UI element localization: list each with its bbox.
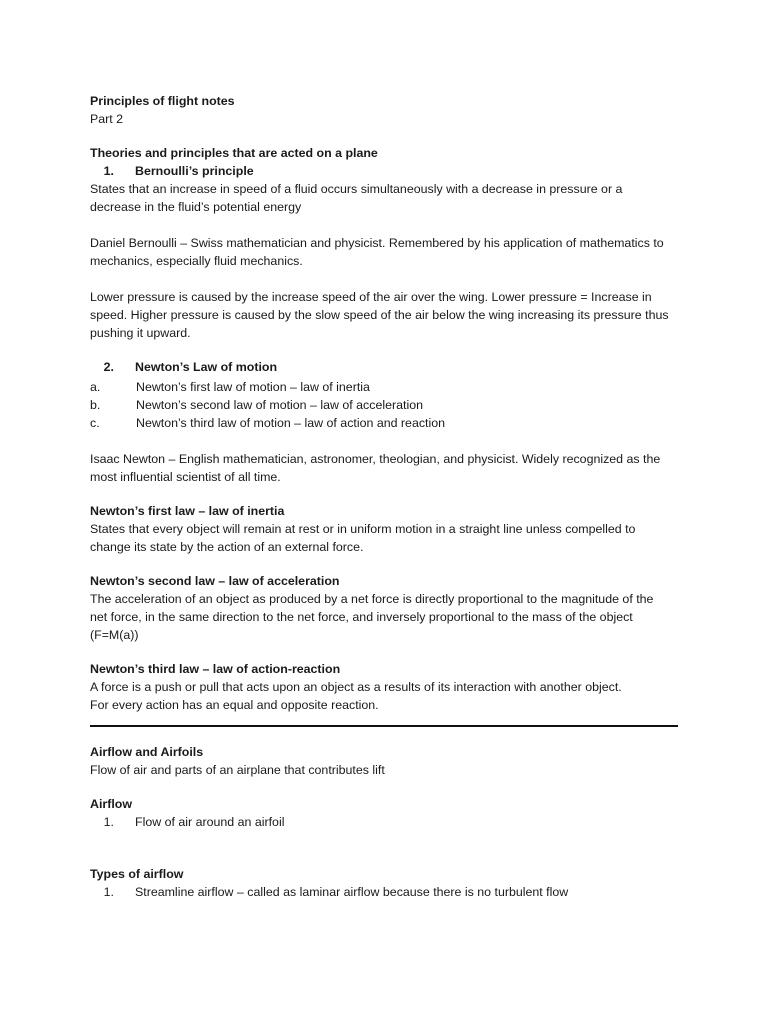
list-text: Flow of air around an airfoil: [135, 815, 285, 829]
paragraph-line: decrease in the fluid’s potential energy: [90, 200, 302, 214]
list-number: 1.: [103, 815, 114, 829]
list-number: 2.: [103, 360, 114, 374]
bernoulli-heading: Bernoulli’s principle: [135, 164, 254, 178]
paragraph-line: pushing it upward.: [90, 326, 191, 340]
newton-list-item: [90, 358, 680, 376]
document-body: [90, 92, 680, 901]
types-of-airflow-heading: Types of airflow: [90, 867, 184, 881]
airflow-list-item: [90, 813, 680, 831]
paragraph-line: A force is a push or pull that acts upon an object as a results of its interaction with another object.: [90, 680, 622, 694]
paragraph-line: For every action has an equal and opposite reaction.: [90, 698, 379, 712]
paragraph-line: speed. Higher pressure is caused by the slow speed of the air below the wing increasing its pressure thus: [90, 308, 669, 322]
list-number: 1.: [103, 885, 114, 899]
list-text: Newton’s third law of motion – law of action and reaction: [136, 416, 446, 430]
horizontal-rule: [90, 725, 678, 727]
paragraph-line: most influential scientist of all time.: [90, 470, 281, 484]
list-text: Newton’s second law of motion – law of acceleration: [136, 398, 423, 412]
paragraph-line: States that every object will remain at rest or in uniform motion in a straight line unless compelled to: [90, 522, 636, 536]
bernoulli-list-item: [90, 162, 680, 180]
first-law-heading: Newton’s first law – law of inertia: [90, 504, 285, 518]
paragraph-line: net force, in the same direction to the net force, and inversely proportional to the mass of the object: [90, 610, 633, 624]
paragraph-line: (F=M(a)): [90, 628, 139, 642]
theories-heading: Theories and principles that are acted on a plane: [90, 146, 378, 160]
paragraph-line: The acceleration of an object as produced by a net force is directly proportional to the magnitude of the: [90, 592, 654, 606]
paragraph-line: Flow of air and parts of an airplane that contributes lift: [90, 763, 385, 777]
list-letter: b.: [90, 398, 101, 412]
newton-law-item: [90, 414, 680, 432]
airflow-airfoils-heading: Airflow and Airfoils: [90, 745, 204, 759]
paragraph-line: Lower pressure is caused by the increase speed of the air over the wing. Lower pressure = Increase in: [90, 290, 652, 304]
paragraph-line: Isaac Newton – English mathematician, astronomer, theologian, and physicist. Widely recognized as the: [90, 452, 661, 466]
paragraph-line: States that an increase in speed of a fluid occurs simultaneously with a decrease in pressure or a: [90, 182, 623, 196]
list-text: Streamline airflow – called as laminar airflow because there is no turbulent flow: [135, 885, 569, 899]
paragraph-line: change its state by the action of an external force.: [90, 540, 364, 554]
newton-heading: Newton’s Law of motion: [135, 360, 278, 374]
airflow-heading: Airflow: [90, 797, 132, 811]
second-law-heading: Newton’s second law – law of acceleration: [90, 574, 340, 588]
list-text: Newton’s first law of motion – law of inertia: [136, 380, 370, 394]
list-letter: a.: [90, 380, 101, 394]
newton-law-item: [90, 396, 680, 414]
types-list-item: [90, 883, 680, 901]
part-label: Part 2: [90, 112, 124, 126]
list-letter: c.: [90, 416, 100, 430]
list-number: 1.: [103, 164, 114, 178]
third-law-heading: Newton’s third law – law of action-reaction: [90, 662, 341, 676]
newton-law-item: [90, 378, 680, 396]
paragraph-line: Daniel Bernoulli – Swiss mathematician and physicist. Remembered by his application of mathematics to: [90, 236, 664, 250]
document-title: Principles of flight notes: [90, 94, 235, 108]
paragraph-line: mechanics, especially fluid mechanics.: [90, 254, 303, 268]
